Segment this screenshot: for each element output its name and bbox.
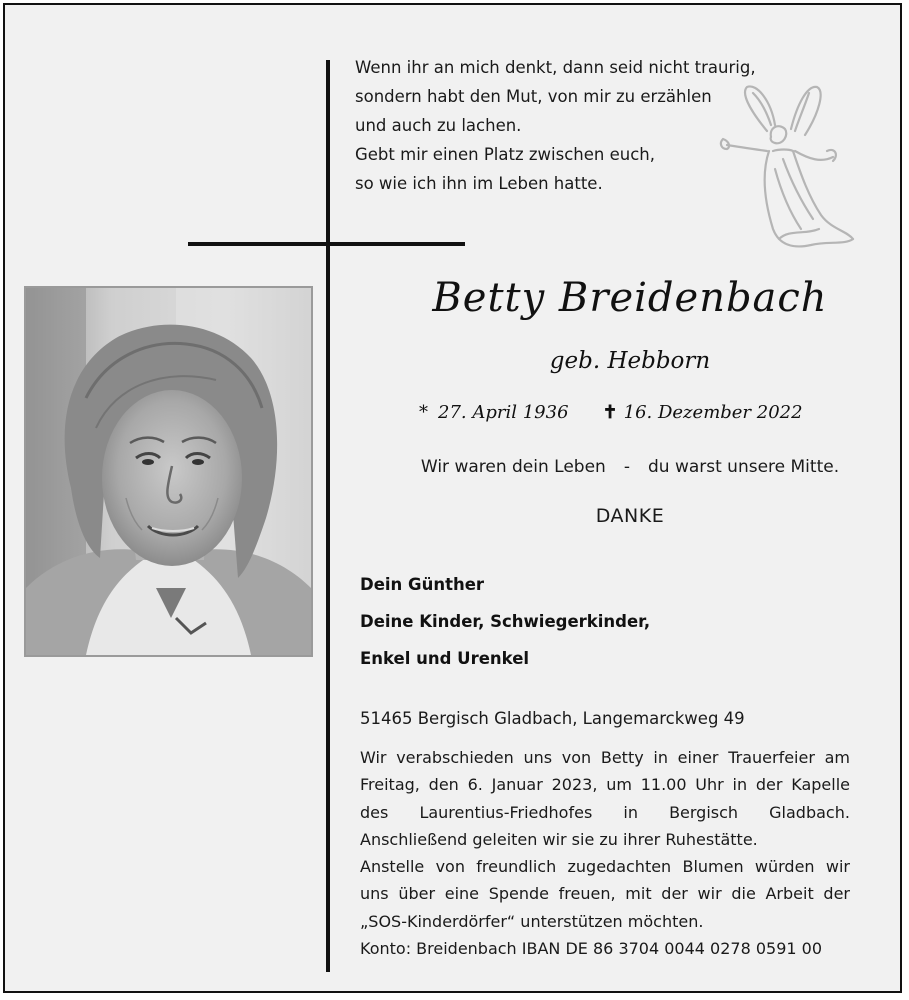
info-word: in [732,775,748,795]
info-line-4: Anschließend geleiten wir sie zu ihrer Ruhestätte. [360,829,758,849]
info-word: freuen, [558,884,616,904]
mourner-line: Dein Günther [360,575,485,594]
info-word: Arbeit [765,884,814,904]
info-word: Spende [488,884,549,904]
info-line-1 [360,744,850,771]
motto [335,457,909,477]
info-word: Kapelle [791,775,850,795]
portrait-photo [24,286,313,657]
info-word: uns [523,748,553,767]
info-word: zugedachten [567,857,672,877]
info-line-6 [360,880,850,907]
birth-name: geb. Hebborn [549,348,711,374]
poem-line: sondern habt den Mut, von mir zu erzählen [355,87,712,106]
mourner-line: Deine Kinder, Schwiegerkinder, [360,612,651,631]
info-line-3 [360,799,850,826]
motto-right: du warst unsere Mitte. [647,457,840,477]
life-dates [419,402,889,423]
info-word: einer [677,748,719,767]
info-line-5 [360,853,850,880]
cross-bar [188,242,465,246]
info-word: Uhr [695,775,724,795]
death-cross-icon: ✝ [602,402,618,423]
poem-line: Wenn ihr an mich denkt, dann seid nicht traurig, [355,58,756,77]
info-word: wir [697,884,722,904]
poem-line: und auch zu lachen. [355,116,522,135]
mourners [360,566,650,677]
info-word: von [435,857,465,877]
info-word: verabschieden [396,748,514,767]
angel-icon [709,79,859,259]
thanks-text: DANKE [595,505,665,527]
birth-star-icon: * [419,402,428,423]
cross-icon [326,60,330,972]
info-word: die [731,884,756,904]
deceased-name: Betty Breidenbach [432,275,828,321]
info-word: freundlich [476,857,557,877]
info-word: Trauerfeier [728,748,815,767]
info-word: Betty [600,748,644,767]
info-word: würden [754,857,815,877]
death-date: 16. Dezember 2022 [623,402,803,423]
info-word: 6. [467,775,483,795]
info-word: am [824,748,850,767]
info-word: in [653,748,668,767]
info-word: Januar [491,775,543,795]
info-word: der [755,775,783,795]
funeral-info [360,744,850,962]
info-line-7: „SOS-Kinderdörfer“ unterstützen möchten. [360,911,704,931]
info-word: in [623,802,638,822]
info-word: Wir [360,748,387,767]
address: 51465 Bergisch Gladbach, Langemarckweg 49 [360,709,745,728]
info-line-8: Konto: Breidenbach IBAN DE 86 3704 0044 0278 0591 00 [360,939,823,959]
info-word: eine [444,884,479,904]
info-word: 11.00 [640,775,687,795]
info-word: über [398,884,436,904]
motto-separator: - [623,457,630,477]
info-line-2 [360,771,850,798]
info-word: Anstelle [360,857,425,877]
info-word: mit [625,884,652,904]
info-word: Gladbach. [769,802,850,822]
obituary-frame [3,3,902,993]
info-word: 2023, [551,775,598,795]
info-word: um [606,775,632,795]
mourner-line: Enkel und Urenkel [360,649,530,668]
poem-line: Gebt mir einen Platz zwischen euch, [355,145,655,164]
motto-left: Wir waren dein Leben [420,457,606,477]
info-word: den [428,775,459,795]
poem-line: so wie ich ihn im Leben hatte. [355,174,603,193]
info-word: der [823,884,850,904]
info-word: uns [360,884,389,904]
info-word: Laurentius-Friedhofes [419,802,593,822]
info-word: wir [825,857,850,877]
info-word: Freitag, [360,775,420,795]
info-word: der [661,884,688,904]
birth-date: 27. April 1936 [438,402,569,423]
info-word: Bergisch [669,802,739,822]
info-word: von [561,748,592,767]
info-word: Blumen [682,857,744,877]
info-word: des [360,802,389,822]
